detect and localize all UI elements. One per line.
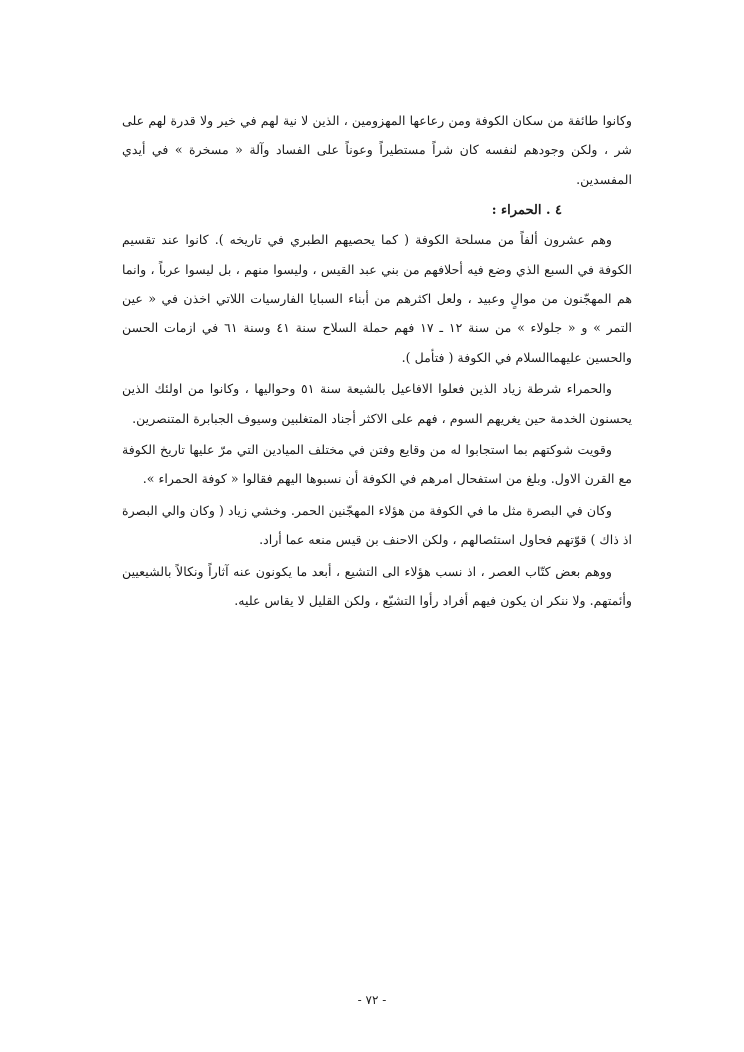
paragraph-5: وكان في البصرة مثل ما في الكوفة من هؤلاء المهجّنين الحمر. وخشي زياد ( وكان والي البصرة اذ ذاك ) قوّتهم فحاول استئصالهم ، ولكن الاحنف بن قيس منعه عما أراد.	[122, 502, 632, 548]
body-text	[122, 106, 632, 618]
paragraph-1: وكانوا طائفة من سكان الكوفة ومن رعاعها المهزومين ، الذين لا نية لهم في خير ولا قدرة لهم على شر ، ولكن وجودهم لنفسه كان شراً مستطيراً وعوناً على الفساد وآلة « مسخرة » في أيدي المفسدين.	[122, 113, 632, 187]
paragraph-4: وقويت شوكتهم بما استجابوا له من وقايع وفتن في مختلف الميادين التي مرّ عليها تاريخ الكوفة مع القرن الاول. وبلغ من استفحال امرهم في الكوفة أن نسبوها اليهم فقالوا « كوفة الحمراء ».	[122, 442, 632, 487]
paragraph-2: وهم عشرون ألفاً من مسلحة الكوفة ( كما يحصيهم الطبري في تاريخه ). كانوا عند تقسيم الكوفة في السبع الذي وضع فيه أحلافهم من بني عبد القيس ، وليسوا منهم ، بل ليسوا عرباً ، وانما هم المهجّنون من موالٍ وعبيد ، ولعل اكثرهم من أبناء السبايا الفارسيات اللاتي اخذن في « عين التمر » و « جلولاء » من سنة ١٢ ـ ١٧ فهم حملة السلاح سنة ٤١ وسنة ٦١ في ازمات الحسن والحسين عليهما‌السلام في الكوفة ( فتأمل ).	[122, 232, 632, 365]
page-number: - ٧٢ -	[357, 993, 387, 1007]
section-heading: ٤ . الحمراء :	[491, 203, 562, 219]
paragraph-3: والحمراء شرطة زياد الذين فعلوا الافاعيل بالشيعة سنة ٥١ وحواليها ، وكانوا من اولئك الذين يحسنون الخدمة حين يغريهم السوم ، فهم على الاكثر أجناد المتغلبين وسيوف الجبابرة المتنصرين.	[122, 381, 632, 426]
paragraph-6: ووهم بعض كتّاب العصر ، اذ نسب هؤلاء الى التشيع ، أبعد ما يكونون عنه آثاراً ونكالاً بالشيعيين وأئمتهم. ولا ننكر ان يكون فيهم أفراد رأوا التشيّع ، ولكن القليل لا يقاس عليه.	[122, 563, 632, 609]
